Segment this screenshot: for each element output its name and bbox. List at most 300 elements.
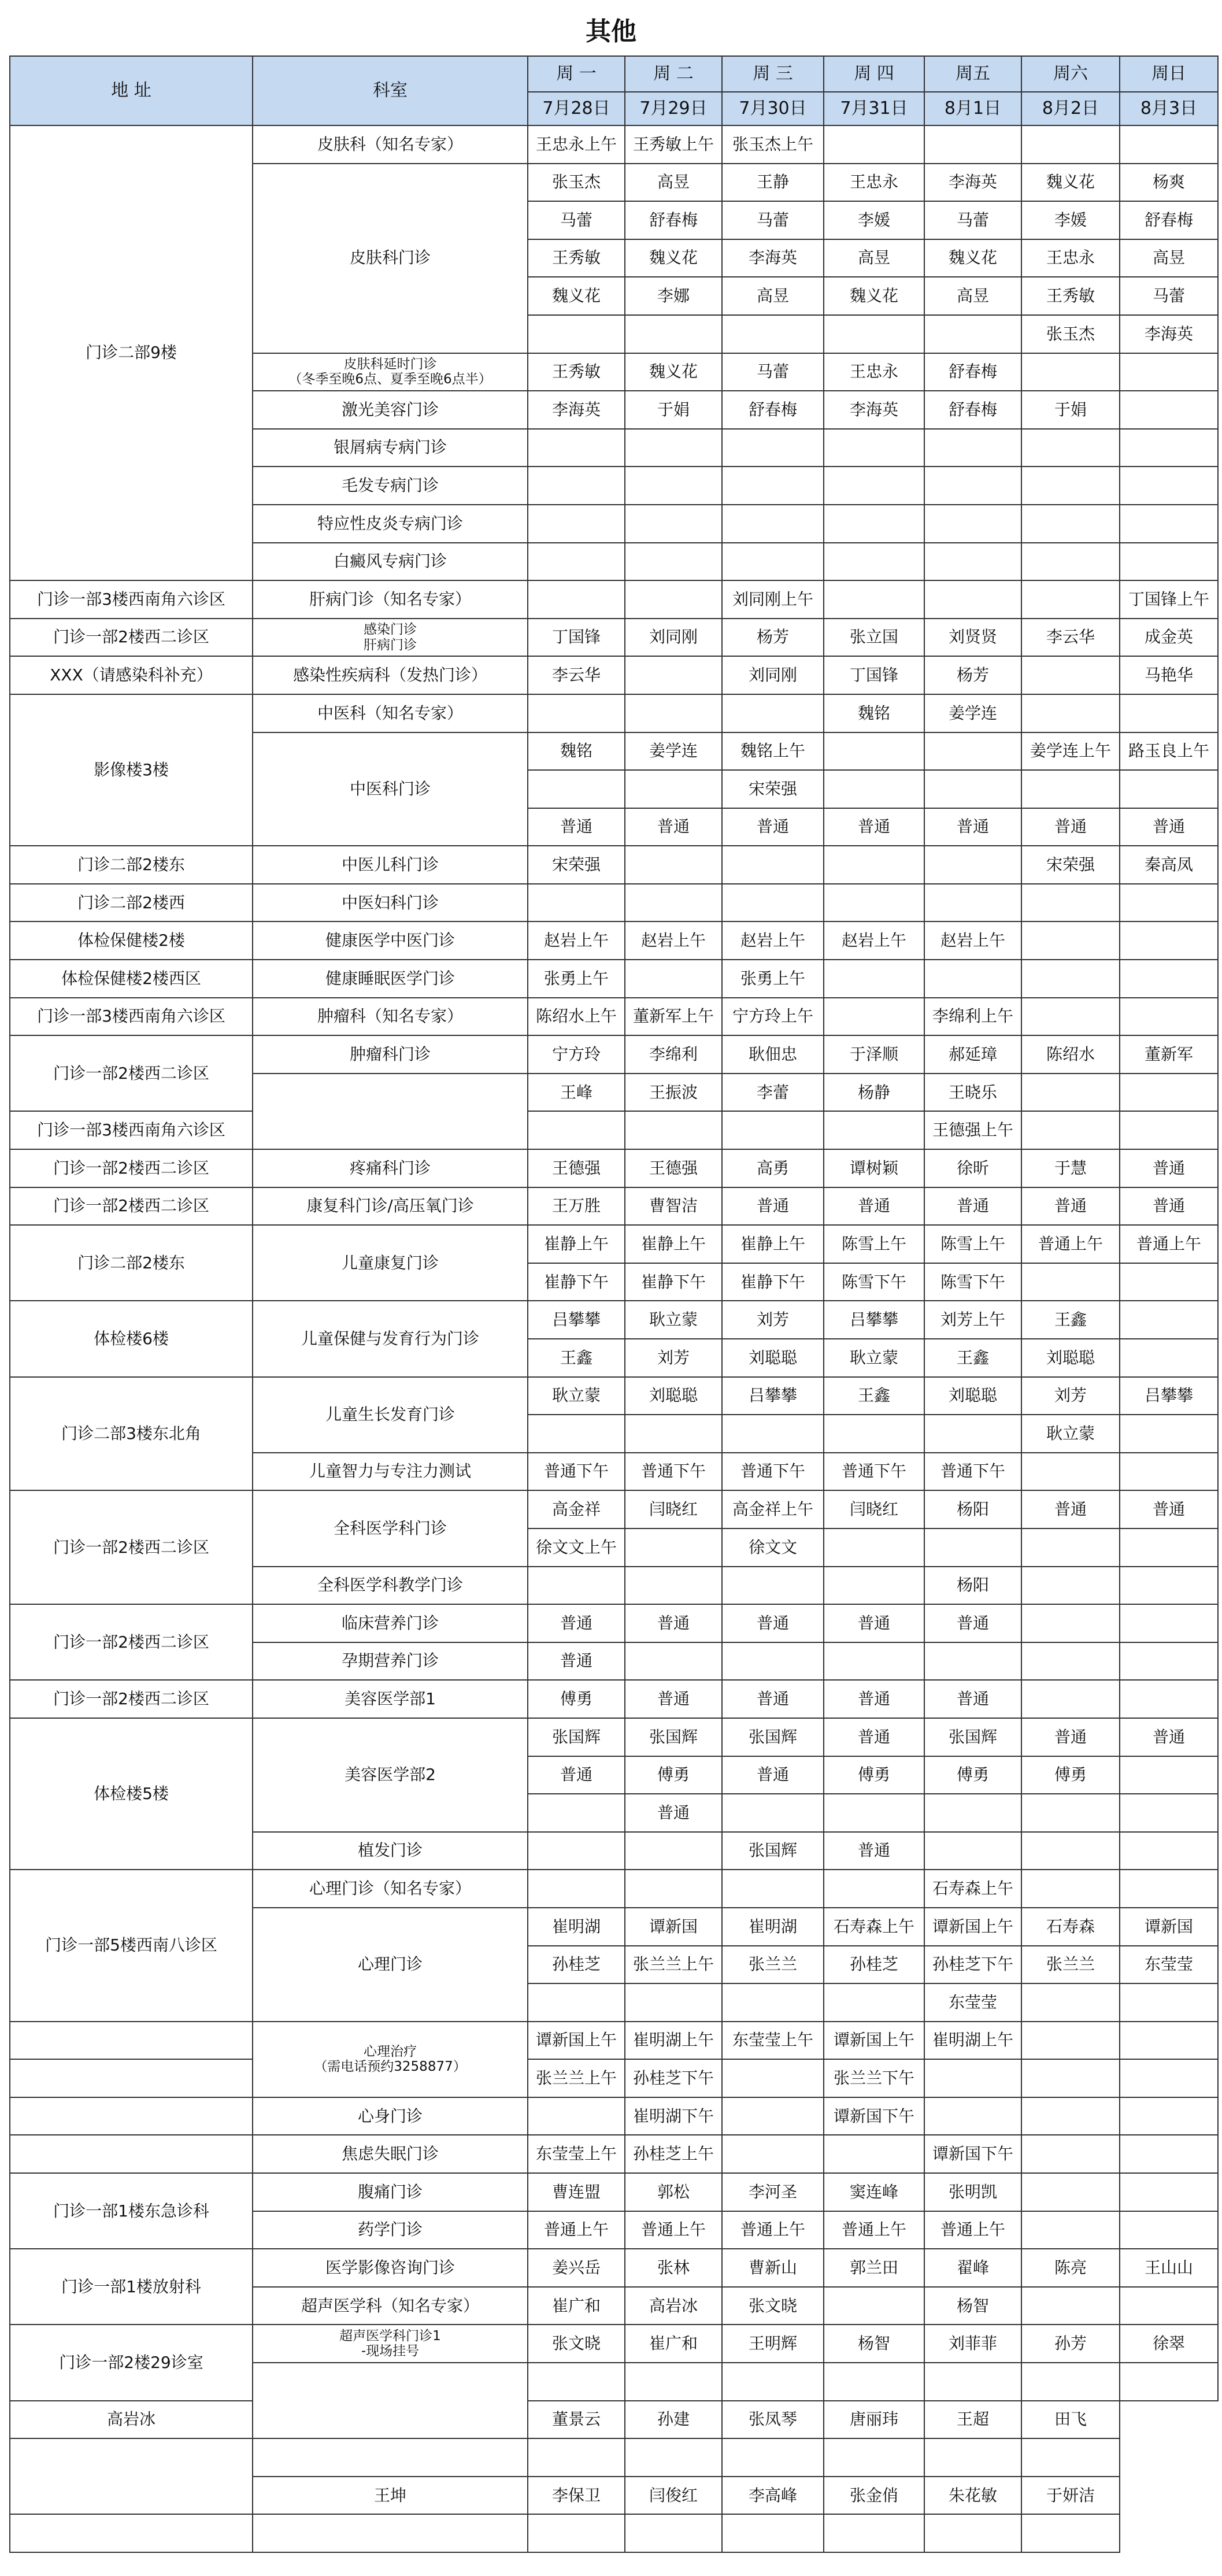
schedule-cell [1120, 467, 1218, 505]
header-weekday: 周 一 [528, 56, 625, 92]
schedule-cell: 普通下午 [528, 1453, 625, 1491]
table-row [10, 1680, 1218, 1718]
schedule-cell [1120, 353, 1218, 391]
address-cell: 门诊一部2楼西二诊区 [10, 1187, 253, 1226]
department-name: 特应性皮炎专病门诊 [317, 513, 463, 533]
table-row [10, 2173, 1218, 2211]
schedule-cell [1120, 2363, 1218, 2401]
department-cell [253, 1832, 528, 1870]
schedule-cell: 王秀敏 [1021, 277, 1120, 315]
schedule-cell [924, 732, 1021, 771]
schedule-cell: 赵岩上午 [722, 921, 824, 960]
schedule-cell [722, 884, 824, 922]
address-cell: 门诊一部3楼西南角六诊区 [10, 580, 253, 619]
schedule-cell [824, 1111, 924, 1149]
header-weekday: 周六 [1021, 56, 1120, 92]
schedule-cell: 丁国锋上午 [1120, 580, 1218, 619]
schedule-body [10, 125, 1218, 2552]
department-name: 白癜风专病门诊 [333, 552, 447, 571]
schedule-cell: 崔明湖 [722, 1908, 824, 1946]
schedule-cell [1120, 1756, 1218, 1794]
schedule-cell: 唐丽玮 [824, 2401, 924, 2439]
schedule-cell [1021, 1680, 1120, 1718]
department-cell [253, 1301, 528, 1376]
schedule-cell: 杨智 [924, 2287, 1021, 2325]
table-row [10, 1035, 1218, 1074]
schedule-cell [722, 315, 824, 353]
department-cell [253, 2135, 528, 2173]
schedule-cell: 王鑫 [528, 1339, 625, 1377]
schedule-cell [824, 732, 924, 771]
table-row [10, 921, 1218, 960]
schedule-cell [924, 1794, 1021, 1832]
schedule-cell: 普通 [924, 1680, 1021, 1718]
schedule-cell [1120, 1301, 1218, 1339]
schedule-cell: 王忠永 [1021, 239, 1120, 277]
department-name: 全科医学科门诊 [333, 1518, 447, 1538]
schedule-cell: 舒春梅 [924, 353, 1021, 391]
address-cell: 门诊一部2楼西二诊区 [10, 1490, 253, 1604]
schedule-cell [528, 2363, 625, 2401]
table-row [10, 1604, 1218, 1642]
department-cell [253, 884, 528, 922]
schedule-cell [824, 467, 924, 505]
department-name: 心理门诊（知名专家） [309, 1879, 471, 1898]
department-name: 医学影像咨询门诊 [325, 2257, 455, 2277]
schedule-cell: 吕攀攀 [722, 1377, 824, 1415]
schedule-cell: 刘聪聪 [625, 1377, 722, 1415]
department-name: 感染性疾病科（发热门诊） [292, 665, 487, 685]
schedule-cell: 普通上午 [924, 2211, 1021, 2249]
schedule-cell: 刘聪聪 [722, 1339, 824, 1377]
schedule-cell [824, 2514, 924, 2552]
schedule-cell: 王静 [722, 164, 824, 202]
table-row [10, 2325, 1218, 2363]
schedule-cell [1021, 960, 1120, 998]
schedule-cell: 普通 [625, 808, 722, 846]
schedule-cell: 崔静上午 [625, 1225, 722, 1263]
department-note: 肝病门诊 [364, 637, 417, 653]
department-note: （需电话预约3258877） [314, 2059, 466, 2075]
schedule-cell: 普通上午 [625, 2211, 722, 2249]
schedule-cell [1021, 884, 1120, 922]
schedule-cell [1021, 694, 1120, 732]
schedule-cell: 李海英 [1120, 315, 1218, 353]
schedule-cell: 谭树颖 [824, 1149, 924, 1187]
schedule-cell: 普通 [528, 1604, 625, 1642]
address-cell: 门诊二部3楼东北角 [10, 1377, 253, 1491]
schedule-cell: 徐翠 [1120, 2325, 1218, 2363]
schedule-cell [625, 2438, 722, 2477]
schedule-cell [625, 1415, 722, 1453]
schedule-cell [1120, 1074, 1218, 1112]
schedule-cell [1021, 2363, 1120, 2401]
schedule-cell: 普通 [824, 1680, 924, 1718]
header-date: 8月2日 [1021, 92, 1120, 125]
schedule-cell: 普通 [625, 1680, 722, 1718]
schedule-table [9, 55, 1219, 2553]
department-cell [253, 125, 528, 164]
schedule-cell: 魏义花 [528, 277, 625, 315]
schedule-cell: 高昱 [824, 239, 924, 277]
schedule-cell: 普通上午 [528, 2211, 625, 2249]
schedule-cell [722, 1983, 824, 2022]
department-name: 心理治疗 [364, 2044, 417, 2059]
schedule-cell: 王秀敏 [528, 239, 625, 277]
schedule-cell: 东莹莹上午 [528, 2135, 625, 2173]
schedule-cell: 傅勇 [824, 1756, 924, 1794]
schedule-cell: 傅勇 [924, 1756, 1021, 1794]
department-cell [253, 2363, 528, 2438]
department-name: 儿童生长发育门诊 [325, 1405, 455, 1424]
schedule-cell [528, 694, 625, 732]
schedule-cell: 李云华 [1021, 619, 1120, 657]
schedule-cell [1120, 1567, 1218, 1605]
schedule-cell: 崔明湖下午 [625, 2097, 722, 2135]
schedule-cell [824, 315, 924, 353]
schedule-cell: 王德强 [528, 1149, 625, 1187]
schedule-cell: 魏铭 [824, 694, 924, 732]
department-cell [253, 1074, 528, 1149]
schedule-cell: 魏义花 [924, 239, 1021, 277]
department-name: 药学门诊 [357, 2220, 423, 2240]
schedule-cell [924, 580, 1021, 619]
schedule-cell: 于泽顺 [824, 1035, 924, 1074]
schedule-cell: 刘聪聪 [1021, 1339, 1120, 1377]
schedule-cell: 张国辉 [722, 1832, 824, 1870]
table-row [10, 2022, 1218, 2060]
department-name: 心身门诊 [357, 2106, 423, 2126]
schedule-cell [625, 656, 722, 694]
schedule-cell [1120, 429, 1218, 467]
schedule-cell [1021, 998, 1120, 1036]
schedule-cell [1120, 1339, 1218, 1377]
schedule-cell [824, 846, 924, 884]
address-cell: 影像楼3楼 [10, 694, 253, 846]
department-cell [253, 2325, 528, 2363]
department-cell [253, 2097, 528, 2135]
schedule-cell: 普通 [722, 1756, 824, 1794]
schedule-cell: 普通 [528, 808, 625, 846]
schedule-cell [625, 429, 722, 467]
schedule-cell [528, 543, 625, 581]
schedule-cell: 张国辉 [625, 1718, 722, 1756]
table-row [10, 2514, 1218, 2552]
schedule-cell [1120, 125, 1218, 164]
schedule-cell [924, 2514, 1021, 2552]
schedule-cell: 曹新山 [722, 2249, 824, 2287]
schedule-cell: 张勇上午 [528, 960, 625, 998]
schedule-cell [722, 694, 824, 732]
schedule-cell [528, 2097, 625, 2135]
schedule-cell [625, 467, 722, 505]
schedule-cell [722, 1794, 824, 1832]
schedule-cell [1021, 2097, 1120, 2135]
address-cell: 体检保健楼2楼 [10, 921, 253, 960]
schedule-cell: 谭新国 [1120, 1908, 1218, 1946]
department-name: 美容医学部2 [345, 1765, 436, 1785]
schedule-cell [1021, 2022, 1120, 2060]
schedule-cell: 田飞 [1021, 2401, 1120, 2439]
schedule-cell [528, 1111, 625, 1149]
schedule-cell: 李海英 [924, 164, 1021, 202]
schedule-cell: 刘芳上午 [924, 1301, 1021, 1339]
schedule-cell [924, 543, 1021, 581]
schedule-cell [625, 1832, 722, 1870]
table-row [10, 2249, 1218, 2287]
schedule-cell [924, 2363, 1021, 2401]
schedule-cell [1120, 2173, 1218, 2211]
schedule-cell [722, 2363, 824, 2401]
schedule-cell: 赵岩上午 [824, 921, 924, 960]
table-row [10, 694, 1218, 732]
schedule-cell [1120, 2135, 1218, 2173]
schedule-cell [1021, 1528, 1120, 1567]
schedule-cell: 张立国 [824, 619, 924, 657]
schedule-cell: 普通 [924, 1187, 1021, 1226]
schedule-cell: 崔明湖 [528, 1908, 625, 1946]
header-weekday: 周日 [1120, 56, 1218, 92]
schedule-cell [924, 960, 1021, 998]
schedule-cell [824, 884, 924, 922]
schedule-cell: 陈雪下午 [924, 1263, 1021, 1301]
schedule-cell: 普通上午 [824, 2211, 924, 2249]
schedule-cell [924, 884, 1021, 922]
schedule-cell: 谭新国上午 [528, 2022, 625, 2060]
schedule-cell: 普通 [824, 1832, 924, 1870]
schedule-cell: 普通 [722, 1187, 824, 1226]
schedule-cell: 董新军 [1120, 1035, 1218, 1074]
schedule-cell: 高昱 [625, 164, 722, 202]
schedule-cell [528, 1832, 625, 1870]
schedule-cell [1120, 1870, 1218, 1908]
schedule-cell: 李绵利上午 [924, 998, 1021, 1036]
schedule-cell: 崔明湖上午 [625, 2022, 722, 2060]
schedule-cell [1021, 656, 1120, 694]
schedule-cell: 高金祥 [528, 1490, 625, 1528]
schedule-cell [625, 1983, 722, 2022]
schedule-cell: 刘贤贤 [924, 619, 1021, 657]
schedule-cell: 刘芳 [722, 1301, 824, 1339]
schedule-cell: 孙桂芝上午 [625, 2135, 722, 2173]
schedule-cell: 崔静下午 [625, 1263, 722, 1301]
department-cell [253, 1567, 528, 1605]
department-cell [253, 694, 528, 732]
address-cell: 体检楼6楼 [10, 1301, 253, 1376]
schedule-cell [824, 429, 924, 467]
schedule-cell: 张国辉 [722, 1718, 824, 1756]
schedule-cell: 谭新国下午 [824, 2097, 924, 2135]
department-cell [253, 732, 528, 846]
schedule-cell: 普通下午 [924, 1453, 1021, 1491]
schedule-cell: 王鑫 [824, 1377, 924, 1415]
schedule-cell [528, 1567, 625, 1605]
department-name: 焦虑失眠门诊 [341, 2144, 439, 2164]
department-cell [253, 391, 528, 429]
schedule-cell: 张凤琴 [722, 2401, 824, 2439]
schedule-cell [1120, 1453, 1218, 1491]
schedule-cell [824, 580, 924, 619]
schedule-cell [1021, 580, 1120, 619]
schedule-cell: 崔静上午 [722, 1225, 824, 1263]
department-name: 美容医学部1 [345, 1689, 436, 1709]
table-row [10, 960, 1218, 998]
header-department: 科室 [253, 56, 528, 125]
schedule-cell [625, 694, 722, 732]
header-date: 7月30日 [722, 92, 824, 125]
schedule-cell: 李海英 [722, 239, 824, 277]
schedule-cell: 徐文文 [722, 1528, 824, 1567]
schedule-cell: 李蕾 [722, 1074, 824, 1112]
schedule-cell: 窦连峰 [824, 2173, 924, 2211]
department-name: 皮肤科延时门诊 [343, 356, 437, 372]
address-cell: 体检保健楼2楼西区 [10, 960, 253, 998]
address-cell: 门诊一部2楼西二诊区 [10, 1604, 253, 1680]
schedule-cell: 高岩冰 [625, 2287, 722, 2325]
schedule-cell [1021, 1604, 1120, 1642]
schedule-cell: 高金祥上午 [722, 1490, 824, 1528]
schedule-cell [1021, 125, 1120, 164]
department-cell [253, 1908, 528, 2022]
schedule-cell: 李娜 [625, 277, 722, 315]
schedule-cell: 崔静上午 [528, 1225, 625, 1263]
schedule-cell [625, 1642, 722, 1681]
schedule-cell: 普通 [824, 1718, 924, 1756]
schedule-cell: 孙桂芝 [528, 1946, 625, 1984]
schedule-cell: 普通上午 [1120, 1225, 1218, 1263]
schedule-cell [824, 2287, 924, 2325]
header-weekday: 周 二 [625, 56, 722, 92]
schedule-cell: 耿立蒙 [1021, 1415, 1120, 1453]
department-name: 心理门诊 [357, 1955, 423, 1974]
schedule-cell: 张国辉 [528, 1718, 625, 1756]
schedule-cell [1021, 1642, 1120, 1681]
department-name: 肿瘤科门诊 [349, 1044, 431, 1064]
schedule-cell [824, 505, 924, 543]
department-cell [253, 1604, 528, 1642]
department-cell [253, 1225, 528, 1301]
schedule-cell: 普通 [722, 808, 824, 846]
schedule-cell: 张兰兰下午 [824, 2059, 924, 2097]
header-weekday: 周五 [924, 56, 1021, 92]
schedule-cell [253, 2438, 528, 2477]
schedule-cell [722, 467, 824, 505]
schedule-cell: 刘芳 [1021, 1377, 1120, 1415]
schedule-cell: 曹智洁 [625, 1187, 722, 1226]
table-row [10, 619, 1218, 657]
address-cell: 门诊一部2楼西二诊区 [10, 1035, 253, 1111]
department-cell [253, 921, 528, 960]
schedule-cell: 王德强 [625, 1149, 722, 1187]
schedule-cell [1120, 1832, 1218, 1870]
schedule-cell: 谭新国上午 [824, 2022, 924, 2060]
schedule-cell: 魏铭上午 [722, 732, 824, 771]
schedule-cell [625, 2514, 722, 2552]
schedule-cell [924, 429, 1021, 467]
schedule-cell [1120, 1111, 1218, 1149]
schedule-cell [722, 1642, 824, 1681]
table-row [10, 2401, 1218, 2439]
schedule-cell [1021, 467, 1120, 505]
department-name: 感染门诊 [364, 622, 417, 638]
department-cell [253, 505, 528, 543]
schedule-cell [924, 2059, 1021, 2097]
schedule-cell [1021, 2287, 1120, 2325]
table-row [10, 2059, 1218, 2097]
address-cell [10, 2097, 253, 2135]
table-row [10, 1490, 1218, 1528]
department-cell [253, 353, 528, 391]
department-name: 中医科门诊 [349, 779, 431, 798]
schedule-cell: 刘聪聪 [924, 1377, 1021, 1415]
schedule-cell: 魏义花 [1021, 164, 1120, 202]
schedule-cell [1021, 2438, 1120, 2477]
schedule-cell: 姜学连上午 [1021, 732, 1120, 771]
schedule-cell [625, 315, 722, 353]
schedule-cell: 崔静下午 [722, 1263, 824, 1301]
schedule-cell: 张兰兰 [722, 1946, 824, 1984]
schedule-cell: 普通下午 [824, 1453, 924, 1491]
schedule-cell: 路玉良上午 [1120, 732, 1218, 771]
schedule-cell [1021, 1074, 1120, 1112]
schedule-cell: 宋荣强 [722, 770, 824, 808]
schedule-cell: 于妍洁 [1021, 2477, 1120, 2515]
schedule-cell [528, 1794, 625, 1832]
schedule-cell: 刘同刚 [625, 619, 722, 657]
schedule-cell: 张金俏 [824, 2477, 924, 2515]
schedule-cell: 石寿森上午 [824, 1908, 924, 1946]
schedule-cell: 陈绍水 [1021, 1035, 1120, 1074]
header-weekday-row [10, 56, 1218, 92]
schedule-cell: 陈雪下午 [824, 1263, 924, 1301]
header-date: 8月1日 [924, 92, 1021, 125]
department-name: 中医儿科门诊 [341, 854, 439, 874]
schedule-cell [924, 846, 1021, 884]
address-cell: 门诊一部1楼放射科 [10, 2249, 253, 2325]
schedule-cell [824, 1794, 924, 1832]
table-row [10, 1149, 1218, 1187]
address-cell [10, 2022, 253, 2060]
schedule-cell [824, 125, 924, 164]
schedule-cell: 张玉杰 [528, 164, 625, 202]
schedule-cell: 翟峰 [924, 2249, 1021, 2287]
schedule-cell: 郭松 [625, 2173, 722, 2211]
department-cell [253, 998, 528, 1036]
schedule-cell [924, 770, 1021, 808]
schedule-cell: 董新军上午 [625, 998, 722, 1036]
department-cell [253, 1187, 528, 1226]
schedule-cell [1120, 1642, 1218, 1681]
schedule-cell: 刘芳 [625, 1339, 722, 1377]
schedule-cell: 马蕾 [528, 201, 625, 239]
schedule-cell: 普通 [625, 1604, 722, 1642]
department-cell [253, 429, 528, 467]
schedule-cell [924, 2097, 1021, 2135]
schedule-cell: 普通 [924, 808, 1021, 846]
schedule-cell: 闫晓红 [824, 1490, 924, 1528]
schedule-cell: 普通 [528, 1756, 625, 1794]
schedule-cell [1021, 1453, 1120, 1491]
department-name: 银屑病专病门诊 [333, 438, 447, 457]
address-cell: 门诊二部2楼西 [10, 884, 253, 922]
schedule-cell [722, 505, 824, 543]
table-row [10, 998, 1218, 1036]
department-cell [253, 2022, 528, 2097]
table-row [10, 1870, 1218, 1908]
schedule-cell [1120, 1983, 1218, 2022]
department-name: 毛发专病门诊 [341, 476, 439, 495]
table-row [10, 2097, 1218, 2135]
